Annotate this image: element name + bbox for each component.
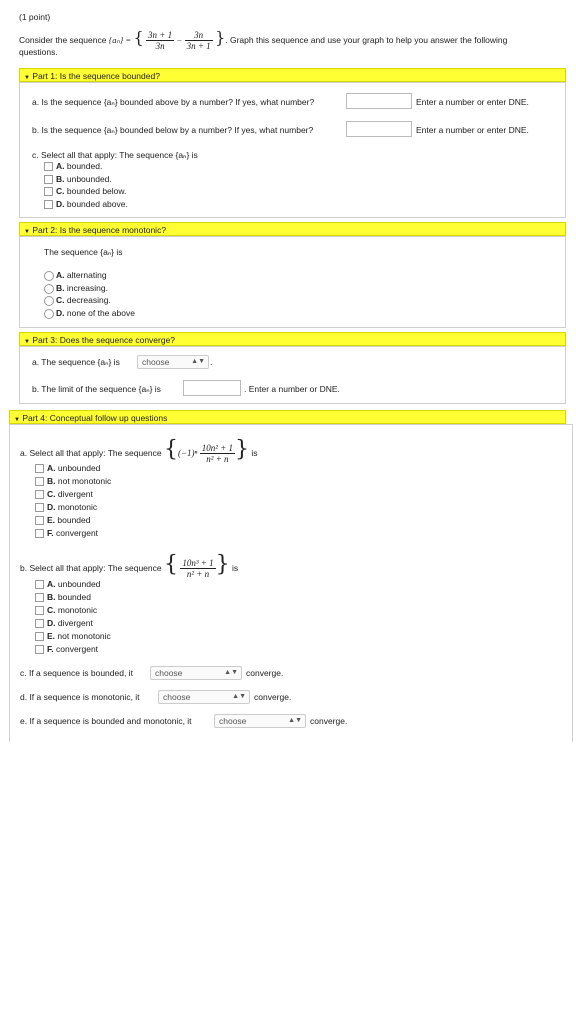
part4-qa: a. Select all that apply: The sequence {(−1)ⁿ $\frac{\text{10n² + 1}}{\text{n² + n}}$ } is <box>20 437 258 465</box>
option-label[interactable]: C. divergent <box>47 489 93 499</box>
points-label: (1 point) <box>19 12 51 22</box>
option-label[interactable]: F. convergent <box>47 528 99 538</box>
updown-arrows-icon: ▲▼ <box>288 717 302 724</box>
option-label[interactable]: E. not monotonic <box>47 631 111 641</box>
triangle-down-icon: ▼ <box>24 339 30 345</box>
part2-title: Part 2: Is the sequence monotonic? <box>32 225 167 235</box>
option-radio[interactable] <box>44 309 54 319</box>
option-label[interactable]: F. convergent <box>47 644 99 654</box>
part4-qc-suffix: converge. <box>246 668 284 678</box>
part4-qc-select[interactable]: choose ▲▼ <box>150 666 242 680</box>
option-label[interactable]: A. alternating <box>56 270 107 280</box>
part1-title: Part 1: Is the sequence bounded? <box>32 71 160 81</box>
minus-sign: − <box>176 35 183 45</box>
part3-qa: a. The sequence {aₙ} is <box>32 357 120 367</box>
option-label[interactable]: A. bounded. <box>56 161 103 171</box>
lower-bound-input[interactable] <box>346 121 412 137</box>
option-checkbox[interactable] <box>44 162 53 171</box>
option-checkbox[interactable] <box>35 477 44 486</box>
option-checkbox[interactable] <box>35 580 44 589</box>
part3-qb-hint: . Enter a number or DNE. <box>244 384 340 394</box>
part1-qa: a. Is the sequence {aₙ} bounded above by a number? If yes, what number? <box>32 97 315 107</box>
part4-qd: d. If a sequence is monotonic, it <box>20 692 140 702</box>
option-checkbox[interactable] <box>35 529 44 538</box>
intro-fraction-1: $\frac{3n + 1}{3n}$ <box>148 30 173 52</box>
option-label[interactable]: D. bounded above. <box>56 198 128 209</box>
part1-header[interactable] <box>19 68 566 82</box>
part3-panel <box>19 346 566 404</box>
option-radio[interactable] <box>44 271 54 281</box>
period: . <box>210 357 213 367</box>
part3-qa-select[interactable]: choose ▲▼ <box>137 355 209 369</box>
option-label[interactable]: A. unbounded <box>47 463 101 473</box>
option-checkbox[interactable] <box>35 593 44 602</box>
part4-qe: e. If a sequence is bounded and monotonic, it <box>20 716 192 726</box>
option-checkbox[interactable] <box>44 200 53 209</box>
option-label[interactable]: D. monotonic <box>47 502 98 512</box>
option-label[interactable]: B. unbounded. <box>56 173 112 184</box>
option-checkbox[interactable] <box>35 606 44 615</box>
option-radio[interactable] <box>44 296 54 306</box>
limit-input[interactable] <box>183 380 241 396</box>
part2-header[interactable] <box>19 222 566 236</box>
intro-prefix: Consider the sequence <box>19 35 107 45</box>
part3-title: Part 3: Does the sequence converge? <box>32 335 176 345</box>
open-brace: { <box>133 28 144 47</box>
option-checkbox[interactable] <box>35 632 44 641</box>
option-checkbox[interactable] <box>35 645 44 654</box>
part1-qb: b. Is the sequence {aₙ} bounded below by a number? If yes, what number? <box>32 125 314 135</box>
option-checkbox[interactable] <box>35 464 44 473</box>
part4-qb: b. Select all that apply: The sequence { $\frac{\text{10n³ + 1}}{\text{n² + n}}$ } is <box>20 552 239 580</box>
option-label[interactable]: C. bounded below. <box>56 186 127 196</box>
option-checkbox[interactable] <box>35 503 44 512</box>
option-checkbox[interactable] <box>44 175 53 184</box>
triangle-down-icon: ▼ <box>24 75 30 81</box>
option-label[interactable]: B. increasing. <box>56 282 108 293</box>
part4-header[interactable] <box>9 410 566 424</box>
part4-title: Part 4: Conceptual follow up questions <box>22 413 168 423</box>
part1-qc: c. Select all that apply: The sequence {aₙ} is <box>32 150 198 160</box>
triangle-down-icon: ▼ <box>14 417 20 423</box>
option-label[interactable]: D. none of the above <box>56 307 135 318</box>
part3-qb: b. The limit of the sequence {aₙ} is <box>32 384 161 394</box>
part1-qa-hint: Enter a number or enter DNE. <box>416 97 529 107</box>
part4-qd-select[interactable]: choose ▲▼ <box>158 690 250 704</box>
option-label[interactable]: B. not monotonic <box>47 476 112 486</box>
option-label[interactable]: A. unbounded <box>47 579 101 589</box>
part4-qe-suffix: converge. <box>310 716 348 726</box>
option-label[interactable]: C. monotonic <box>47 605 98 615</box>
triangle-down-icon: ▼ <box>24 229 30 235</box>
seq-name: {aₙ} = <box>108 35 132 45</box>
part4-qc: c. If a sequence is bounded, it <box>20 668 133 678</box>
updown-arrows-icon: ▲▼ <box>191 358 205 365</box>
part4-qa-fraction: $\frac{\text{10n² + 1}}{\text{n² + n}}$ <box>201 443 234 465</box>
updown-arrows-icon: ▲▼ <box>232 693 246 700</box>
part4-qe-select[interactable]: choose ▲▼ <box>214 714 306 728</box>
option-label[interactable]: C. decreasing. <box>56 295 111 305</box>
part1-qb-hint: Enter a number or enter DNE. <box>416 125 529 135</box>
upper-bound-input[interactable] <box>346 93 412 109</box>
intro-suffix: . Graph this sequence and use your graph to help you answer the following <box>225 35 508 45</box>
option-radio[interactable] <box>44 284 54 294</box>
option-checkbox[interactable] <box>35 490 44 499</box>
option-checkbox[interactable] <box>35 619 44 628</box>
part2-question: The sequence {aₙ} is <box>44 247 123 257</box>
intro-line-2: questions. <box>19 47 58 57</box>
part4-qb-fraction: $\frac{\text{10n³ + 1}}{\text{n² + n}}$ <box>182 558 214 580</box>
updown-arrows-icon: ▲▼ <box>224 669 238 676</box>
intro-fraction-2: $\frac{3n}{3n + 1}$ <box>186 30 211 52</box>
option-label[interactable]: E. bounded <box>47 515 91 525</box>
part3-header[interactable] <box>19 332 566 346</box>
close-brace: } <box>215 28 226 47</box>
part4-qd-suffix: converge. <box>254 692 292 702</box>
option-checkbox[interactable] <box>35 516 44 525</box>
option-label[interactable]: D. divergent <box>47 618 93 628</box>
option-label[interactable]: B. bounded <box>47 592 91 602</box>
option-checkbox[interactable] <box>44 187 53 196</box>
